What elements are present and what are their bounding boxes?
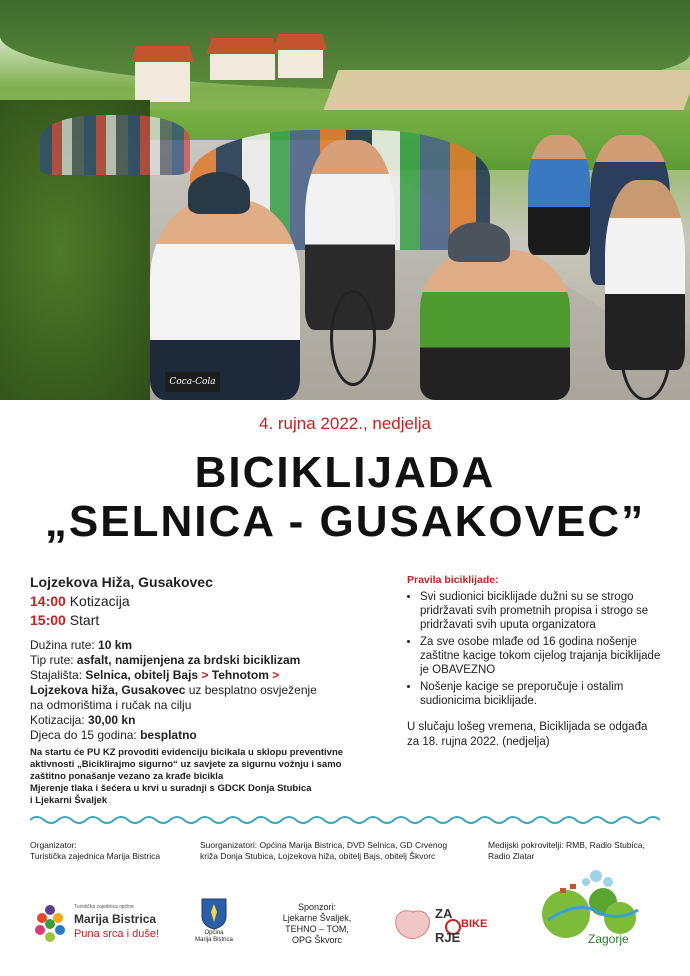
stop-lojzekova: Lojzekova hiža, Gusakovec <box>30 683 186 697</box>
zagobike-bike: BIKE <box>461 918 488 930</box>
route-stops <box>30 668 370 683</box>
event-location: Lojzekova Hiža, Gusakovec <box>30 574 213 590</box>
coorganizers-value: Općina Marija Bistrica, DVD Selnica, GD Crvenog <box>259 840 448 850</box>
organizer-label: Organizator: <box>30 840 77 850</box>
mb-small-text: Turistička zajednica općine <box>74 904 134 910</box>
mb-name: Marija Bistrica <box>74 912 157 926</box>
bike-wheel-right <box>620 305 671 400</box>
schedule-label: Start <box>69 612 100 628</box>
stops-line2: na odmorištima i ručak na cilju <box>30 698 192 712</box>
opcina-text: Općina <box>204 930 224 936</box>
note-line: Na startu će PU KZ provoditi evidenciju bicikala u sklopu preventivne <box>30 747 344 758</box>
sponsor-name: Ljekarne Švaljek, <box>282 913 352 923</box>
child-helmet-blue <box>188 172 250 214</box>
cyclists-photo <box>0 0 690 400</box>
note-line: zaštitno ponašanje vezano za krađe bicikla <box>30 771 224 782</box>
sponsor-logos <box>0 880 690 976</box>
stops-suffix: uz besplatno osvježenje <box>188 683 317 697</box>
media-value: Radio Zlatar <box>488 851 535 861</box>
rider-group-far <box>40 115 190 175</box>
organizer-value: Turistička zajednica Marija Bistrica <box>30 851 161 861</box>
route-stops-end <box>30 683 370 698</box>
route-type <box>30 653 370 668</box>
child-helmet-grey <box>448 222 510 262</box>
house-left <box>135 60 190 102</box>
police-note <box>30 747 370 807</box>
house-middle <box>210 52 275 80</box>
event-info <box>30 573 370 807</box>
grapes-icon <box>32 904 68 944</box>
kids-label: Djeca do 15 godina: <box>30 728 137 742</box>
rules-title: Pravila biciklijade: <box>407 574 499 586</box>
stops-label: Stajališta: <box>30 668 83 682</box>
fee-value: 30,00 kn <box>88 713 136 727</box>
arrow-icon: > <box>272 668 280 682</box>
media-credit <box>488 840 668 862</box>
route-length-label: Dužina rute: <box>30 638 95 652</box>
kids-value: besplatno <box>140 728 197 742</box>
coat-of-arms-icon <box>201 898 227 930</box>
rules-list <box>407 590 662 708</box>
route-details <box>30 638 370 743</box>
route-type-value: asfalt, namijenjena za brdski biciklizam <box>76 653 301 667</box>
event-title: BICIKLIJADA <box>194 448 496 497</box>
rule-item: • Svi sudionici biciklijade dužni su se strogo pridržavati svih prometnih propisa i strogo se pridržavati svih uputa organizatora <box>420 590 662 632</box>
zagorje-text: Zagorje <box>588 932 629 946</box>
rider-blue-jersey <box>528 135 590 255</box>
note-line: aktivnosti „Biciklirajmo sigurno“ uz savjete za sigurnu vožnju i samo <box>30 759 342 770</box>
route-type-label: Tip rute: <box>30 653 74 667</box>
weather-note: U slučaju lošeg vremena, Biciklijada se odgađa za 18. rujna 2022. (nedjelja) <box>407 721 648 748</box>
corn-field <box>322 70 690 115</box>
map-outline-icon <box>393 906 433 942</box>
note-line: Mjerenje tlaka i šećera u krvi u suradnji s GDCK Donja Stubica <box>30 783 312 794</box>
route-length-value: 10 km <box>98 638 133 652</box>
coorganizers-label: Suorganizatori: <box>200 840 258 850</box>
opcina-logo <box>195 898 233 958</box>
schedule-time: 15:00 <box>30 612 66 628</box>
bike-wheel-front <box>330 290 376 386</box>
stop-selnica: Selnica, obitelj Bajs <box>85 668 199 682</box>
opcina-text: Marija Bistrica <box>195 937 233 943</box>
marija-bistrica-logo <box>32 902 172 952</box>
rule-item: • Nošenje kacige se preporučuje i ostalim sudionicima biciklijade. <box>420 680 662 708</box>
house-right <box>278 48 323 78</box>
coorganizers-credit <box>200 840 480 862</box>
stop-tehnotom: Tehnotom <box>211 668 269 682</box>
organizer-credit <box>30 840 200 862</box>
media-label: Medijski pokrovitelji: <box>488 840 564 850</box>
fee-label: Kotizacija: <box>30 713 85 727</box>
event-date: 4. rujna 2022., nedjelja <box>258 414 432 433</box>
coca-cola-bottle: Coca-Cola <box>165 372 220 392</box>
zagorje-hills-icon <box>538 870 648 940</box>
sponsor-name: TEHNO – TOM, <box>285 924 349 934</box>
note-line: i Ljekarni Švaljek <box>30 795 108 806</box>
child-rider-white-shirt <box>150 200 300 400</box>
route-length <box>30 638 370 653</box>
sponsors-title: Sponzori: <box>297 902 337 912</box>
rule-item: • Za sve osobe mlađe od 16 godina nošenje zaštitne kacige tokom cijelog trajanja biciklijade je OBAVEZNO <box>420 635 662 677</box>
schedule-label: Kotizacija <box>69 593 130 609</box>
event-subtitle: „SELNICA - GUSAKOVEC” <box>44 497 646 546</box>
rules-section <box>407 573 662 750</box>
schedule-item <box>30 592 370 611</box>
zagobike-logo <box>393 906 493 946</box>
schedule-item <box>30 611 370 630</box>
sponsor-name: OPG Škvorc <box>291 935 342 945</box>
coorganizers-value: križa Donja Stubica, Lojzekova hiža, obitelj Bajs, obitelj Škvorc <box>200 851 436 861</box>
wave-divider <box>30 814 660 826</box>
kids-fee <box>30 728 370 743</box>
registration-fee <box>30 713 370 728</box>
zagobike-za: ZA <box>435 906 453 921</box>
sponsors-block <box>277 902 357 946</box>
zagorje-logo <box>538 870 648 960</box>
child-rider-green-jersey <box>420 250 570 400</box>
mb-slogan: Puna srca i duše! <box>74 928 159 940</box>
schedule-time: 14:00 <box>30 593 66 609</box>
media-value: RMB, Radio Stubica, <box>565 840 645 850</box>
arrow-icon: > <box>201 668 209 682</box>
zagobike-rje: RJE <box>435 930 461 945</box>
